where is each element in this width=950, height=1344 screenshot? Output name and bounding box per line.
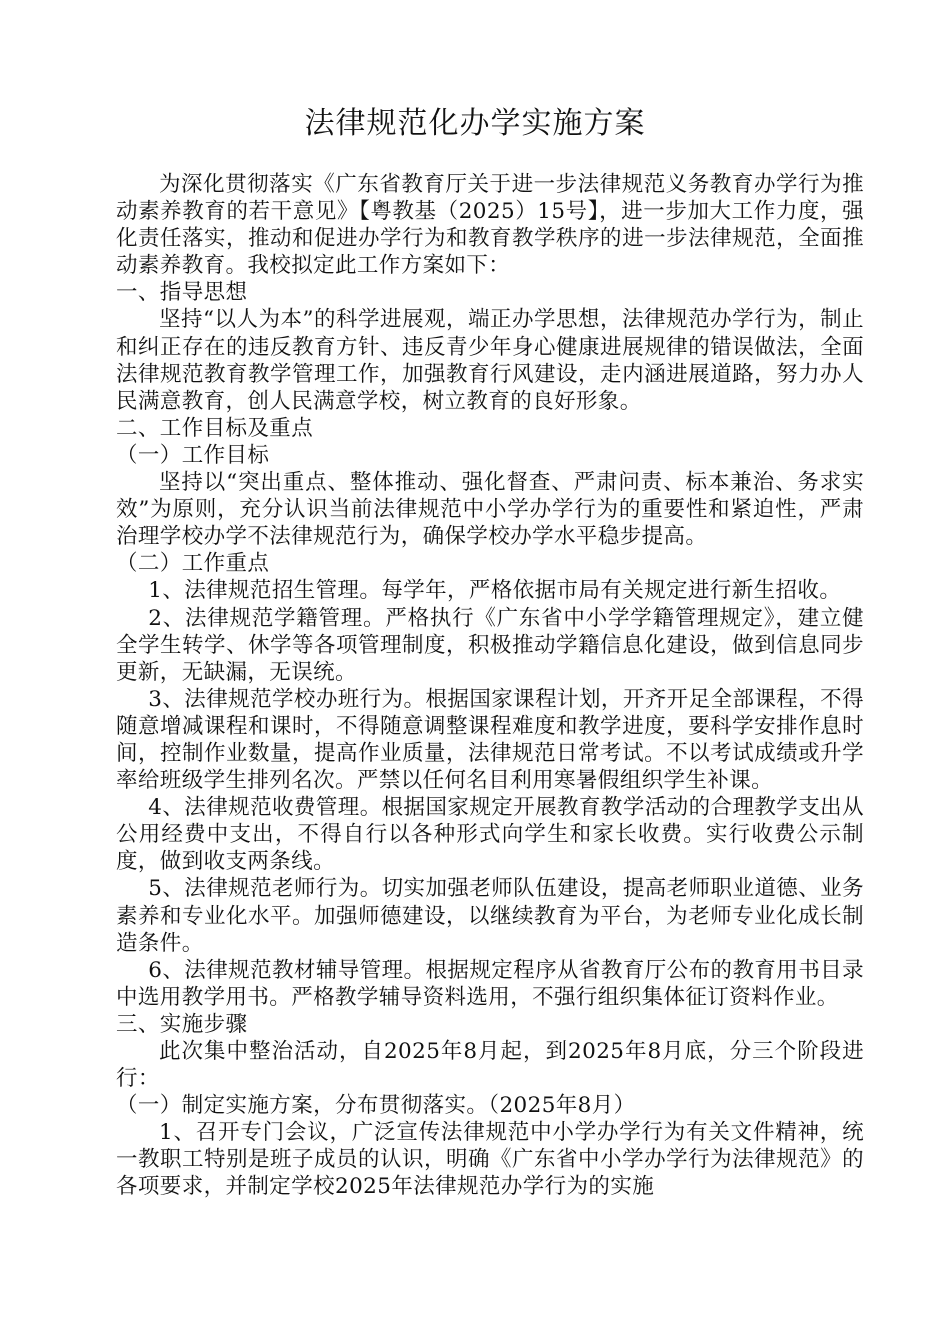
focus-item-2: 2、法律规范学籍管理。严格执行《广东省中小学学籍管理规定》，建立健全学生转学、休学等各项管理制度，积极推动学籍信息化建设，做到信息同步更新，无缺漏，无误统。 <box>116 605 864 685</box>
focus-item-6: 6、法律规范教材辅导管理。根据规定程序从省教育厅公布的教育用书目录中选用教学用书。严格教学辅导资料选用，不强行组织集体征订资料作业。 <box>116 957 864 1010</box>
section-heading-goals: 二、工作目标及重点 <box>116 415 314 441</box>
document-body <box>116 171 864 1201</box>
subsection-heading-phase-1: （一）制定实施方案，分布贯彻落实。（2025年8月） <box>116 1093 636 1119</box>
focus-item-3: 3、法律规范学校办班行为。根据国家课程计划，开齐开足全部课程，不得随意增减课程和课时，不得随意调整课程难度和教学进度，要科学安排作息时间，控制作业数量，提高作业质量，法律规范日常考试。不以考试成绩或升学率给班级学生排列名次。严禁以任何名目利用寒暑假组织学生补课。 <box>116 686 864 794</box>
section-heading-guiding-ideology: 一、指导思想 <box>116 280 248 306</box>
subsection-heading-work-focus: （二）工作重点 <box>116 551 270 577</box>
focus-item-4: 4、法律规范收费管理。根据国家规定开展教育教学活动的合理教学支出从公用经费中支出，不得自行以各种形式向学生和家长收费。实行收费公示制度，做到收支两条线。 <box>116 795 864 875</box>
focus-item-5: 5、法律规范老师行为。切实加强老师队伍建设，提高老师职业道德、业务素养和专业化水平。加强师德建设，以继续教育为平台，为老师专业化成长制造条件。 <box>116 876 864 956</box>
intro-paragraph: 为深化贯彻落实《广东省教育厅关于进一步法律规范义务教育办学行为推动素养教育的若干意见》【粤教基（2025）15号】，进一步加大工作力度，强化责任落实，推动和促进办学行为和教育教学秩序的进一步法律规范，全面推动素养教育。我校拟定此工作方案如下： <box>116 172 864 279</box>
focus-item-1: 1、法律规范招生管理。每学年，严格依据市局有关规定进行新生招收。 <box>148 578 842 604</box>
section-heading-steps: 三、实施步骤 <box>116 1011 248 1037</box>
subsection-heading-work-goal: （一）工作目标 <box>116 442 270 468</box>
work-goal-paragraph: 坚持以“突出重点、整体推动、强化督查、严肃问责、标本兼治、务求实效”为原则，充分认识当前法律规范中小学办学行为的重要性和紧迫性，严肃治理学校办学不法律规范行为，确保学校办学水平稳步提高。 <box>116 470 864 550</box>
steps-intro-paragraph: 此次集中整治活动，自2025年8月起，到2025年8月底，分三个阶段进行： <box>116 1039 864 1092</box>
phase-1-item-1: 1、召开专门会议，广泛宣传法律规范中小学办学行为有关文件精神，统一教职工特别是班子成员的认识，明确《广东省中小学办学行为法律规范》的各项要求，并制定学校2025年法律规范办学行为的实施 <box>116 1120 864 1200</box>
guiding-ideology-paragraph: 坚持“以人为本”的科学进展观，端正办学思想，法律规范办学行为，制止和纠正存在的违反教育方针、违反青少年身心健康进展规律的错误做法，全面法律规范教育教学管理工作，加强教育行风建设，走内涵进展道路，努力办人民满意教育，创人民满意学校，树立教育的良好形象。 <box>116 307 864 414</box>
document-title: 法律规范化办学实施方案 <box>304 106 646 141</box>
